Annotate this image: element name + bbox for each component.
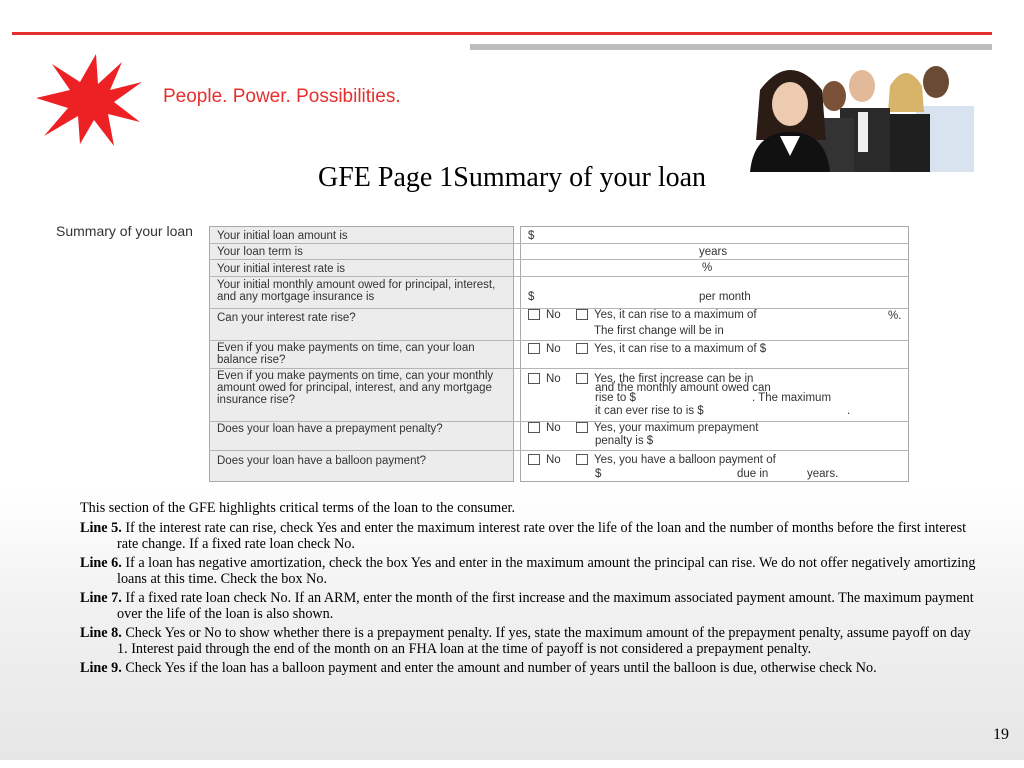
header-grey-rule xyxy=(470,44,992,50)
note-text: Check Yes if the loan has a balloon payment and enter the amount and number of years until the balloon is due, otherwise check No. xyxy=(125,659,877,676)
note-text: If the interest rate can rise, check Yes and enter the maximum interest rate over the life of the loan and the number of months before the first interest rate change. If a fixed rate loan check No. xyxy=(117,519,967,552)
form-answer: years. xyxy=(807,468,839,480)
no-checkbox-option[interactable] xyxy=(528,309,561,321)
form-question: Even if you make payments on time, can your monthly amount owed for principal, interest, and any mortgage insurance rise? xyxy=(217,370,494,406)
form-answer: and the monthly amount owed can xyxy=(595,382,771,394)
yes-label: Yes, it can rise to a maximum of $ xyxy=(594,343,767,355)
form-row xyxy=(209,368,909,422)
no-checkbox[interactable] xyxy=(528,373,540,384)
form-question: Does your loan have a prepayment penalty? xyxy=(217,423,443,435)
yes-checkbox-option[interactable] xyxy=(576,454,776,466)
note-text: If a loan has negative amortization, check the box Yes and enter in the maximum amount the principal can rise. We do not offer negatively amortizing loans at this time. Check the box No. xyxy=(117,554,976,587)
yes-checkbox-option[interactable] xyxy=(576,422,758,434)
note-label: Line 9. xyxy=(80,659,122,676)
yes-checkbox-option[interactable] xyxy=(576,309,757,321)
form-row xyxy=(209,226,909,244)
no-checkbox[interactable] xyxy=(528,422,540,433)
form-row xyxy=(209,450,909,481)
form-answer: $ xyxy=(528,291,535,303)
yes-label: Yes, the first increase can be in xyxy=(594,373,754,385)
form-section-label: Summary of your loan xyxy=(56,223,193,239)
form-row xyxy=(209,421,909,451)
no-checkbox-option[interactable] xyxy=(528,343,561,355)
form-answer: due in xyxy=(737,468,769,480)
form-question: Your initial loan amount is xyxy=(217,230,348,242)
slide-title: GFE Page 1Summary of your loan xyxy=(317,162,707,193)
no-checkbox-option[interactable] xyxy=(528,454,561,466)
form-answer: The first change will be in xyxy=(594,325,724,337)
no-checkbox[interactable] xyxy=(528,454,540,465)
yes-label: Yes, your maximum prepayment xyxy=(594,422,759,434)
no-label: No xyxy=(546,309,561,321)
note-label: Line 7. xyxy=(80,589,122,606)
brand-tagline: People. Power. Possibilities. xyxy=(163,86,401,107)
yes-checkbox[interactable] xyxy=(576,343,588,354)
note-label: Line 6. xyxy=(80,554,122,571)
no-label: No xyxy=(546,343,561,355)
yes-checkbox[interactable] xyxy=(576,454,588,465)
yes-label: Yes, you have a balloon payment of xyxy=(594,454,776,466)
form-row xyxy=(209,308,909,341)
form-answer: years xyxy=(699,246,728,258)
no-label: No xyxy=(546,373,561,385)
notes-text xyxy=(80,500,980,678)
note-line-8 xyxy=(80,625,980,658)
form-answer: $ xyxy=(595,468,602,480)
form-answer: %. xyxy=(888,310,902,322)
note-text: Check Yes or No to show whether there is a prepayment penalty. If yes, state the maximum amount of the prepayment penalty, assume payoff on day 1. Interest paid through the end of the month on an FHA loan at the time of payoff is not considered a prepayment penalty. xyxy=(117,624,971,657)
form-question: Your initial monthly amount owed for principal, interest, and any mortgage insurance is xyxy=(217,279,496,303)
no-checkbox[interactable] xyxy=(528,343,540,354)
no-label: No xyxy=(546,422,561,434)
no-checkbox-option[interactable] xyxy=(528,373,561,385)
form-question: Does your loan have a balloon payment? xyxy=(217,455,427,467)
form-row xyxy=(209,340,909,369)
gfe-summary-form xyxy=(209,226,909,482)
note-label: Line 5. xyxy=(80,519,122,536)
form-answer: % xyxy=(702,262,713,274)
form-answer: . The maximum xyxy=(752,392,832,404)
yes-checkbox-option[interactable] xyxy=(576,343,766,355)
form-row xyxy=(209,243,909,260)
note-line-9 xyxy=(80,660,980,677)
business-people-photo xyxy=(740,56,974,172)
form-row xyxy=(209,259,909,277)
form-answer: per month xyxy=(699,291,751,303)
no-checkbox[interactable] xyxy=(528,309,540,320)
no-label: No xyxy=(546,454,561,466)
form-question: Can your interest rate rise? xyxy=(217,312,356,324)
note-text: If a fixed rate loan check No. If an ARM, enter the month of the first increase and the maximum associated payment amount. The maximum payment over the life of the loan is also shown. xyxy=(117,589,974,622)
header-red-rule xyxy=(12,32,992,35)
form-answer: it can ever rise to is $ xyxy=(595,405,704,417)
form-answer: rise to $ xyxy=(595,392,636,404)
form-answer: . xyxy=(847,405,851,417)
no-checkbox-option[interactable] xyxy=(528,422,561,434)
form-question: Even if you make payments on time, can your loan balance rise? xyxy=(217,342,475,366)
yes-checkbox[interactable] xyxy=(576,422,588,433)
form-question: Your initial interest rate is xyxy=(217,263,346,275)
form-row xyxy=(209,276,909,309)
red-star-logo-icon xyxy=(34,52,144,148)
note-label: Line 8. xyxy=(80,624,122,641)
yes-checkbox[interactable] xyxy=(576,373,588,384)
yes-checkbox[interactable] xyxy=(576,309,588,320)
note-line-5 xyxy=(80,520,980,553)
form-answer: $ xyxy=(528,230,535,242)
form-question: Your loan term is xyxy=(217,246,303,258)
form-answer: penalty is $ xyxy=(595,435,654,447)
notes-intro: This section of the GFE highlights critical terms of the loan to the consumer. xyxy=(80,500,515,516)
yes-label: Yes, it can rise to a maximum of xyxy=(594,309,757,321)
note-line-7 xyxy=(80,590,980,623)
note-line-6 xyxy=(80,555,980,588)
page-number: 19 xyxy=(993,726,1009,743)
